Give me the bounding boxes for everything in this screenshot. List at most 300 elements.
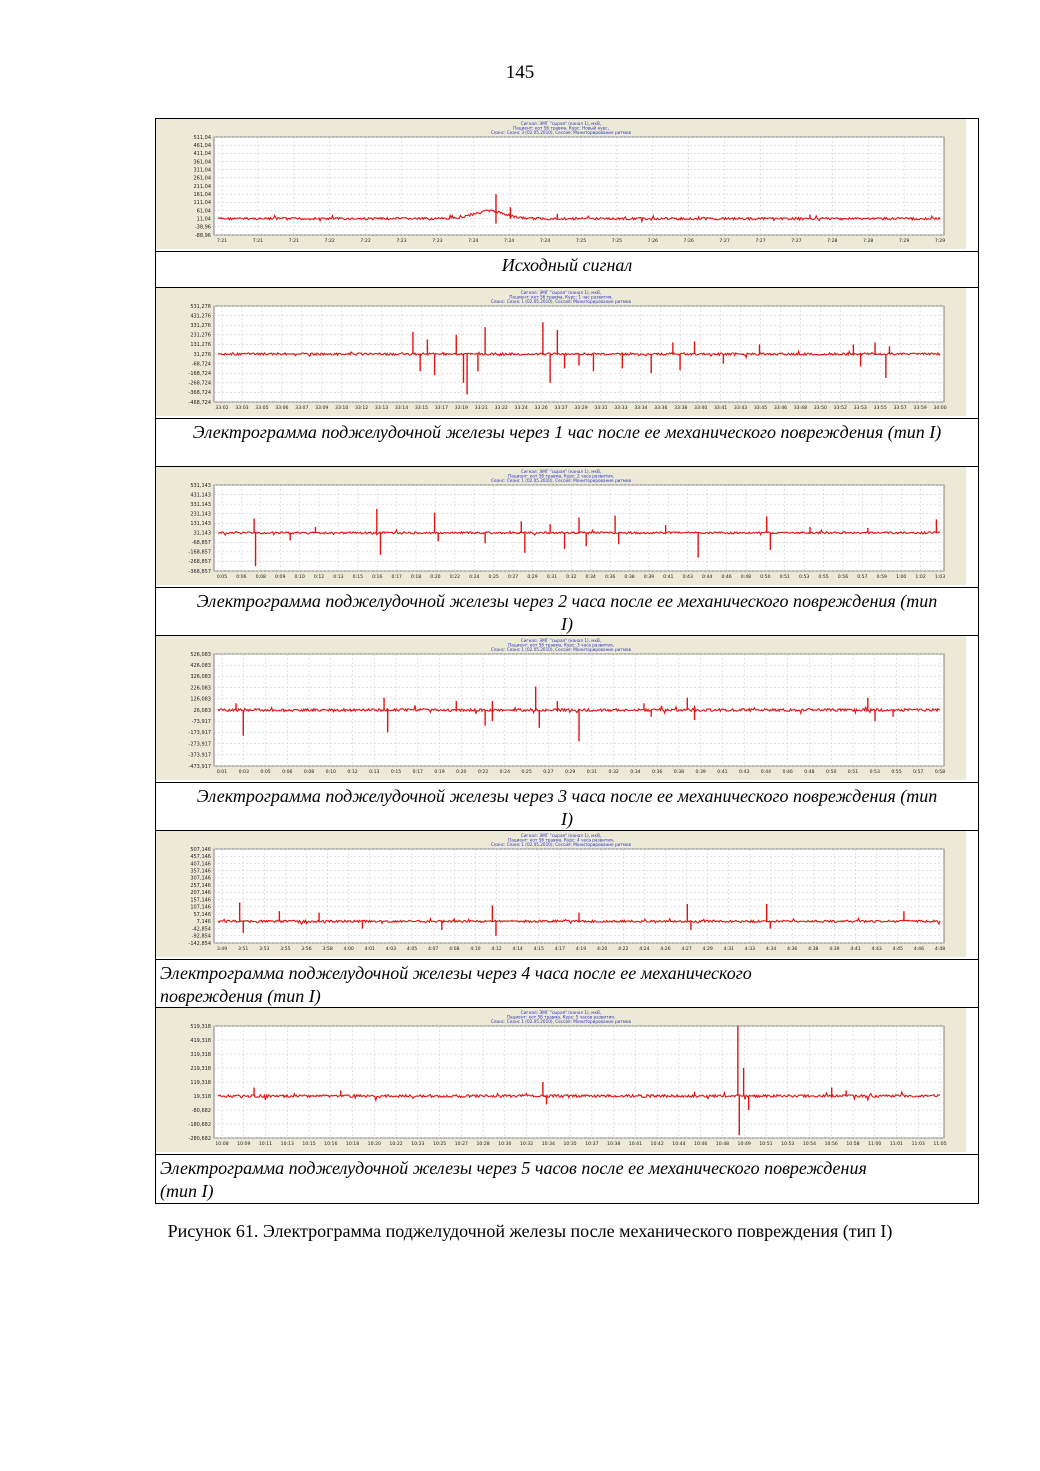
x-tick-label: 10:30 (498, 1142, 512, 1147)
y-tick-label: 531,143 (190, 482, 211, 489)
x-tick-label: 7:21 (216, 239, 228, 244)
x-tick-label: 4:34 (765, 947, 777, 952)
x-tick-label: 11:01 (889, 1142, 904, 1147)
y-tick-label: -68,724 (191, 361, 211, 368)
x-tick-label: 0:57 (857, 575, 868, 580)
y-tick-label: 331,276 (190, 323, 211, 329)
chart-title-line: Пациент: кот 56 травма, Курс: 2 часа развития, (508, 473, 614, 479)
x-tick-label: 0:57 (913, 770, 924, 775)
x-tick-label: 4:38 (808, 947, 819, 952)
x-tick-label: 7:27 (719, 239, 730, 244)
x-tick-label: 0:25 (488, 575, 499, 580)
x-tick-label: 4:27 (681, 947, 692, 952)
x-tick-label: 10:15 (302, 1142, 316, 1147)
x-tick-label: 33:57 (893, 406, 907, 411)
y-tick-label: -38,96 (194, 224, 211, 231)
x-tick-label: 1:02 (915, 575, 926, 580)
y-tick-label: 61,04 (196, 208, 211, 215)
y-tick-label: 431,276 (190, 313, 211, 320)
chart-panel-3 (156, 636, 978, 783)
x-tick-label: 4:22 (618, 947, 629, 952)
chart-title-line: Сигнал: ЭМГ "сырая" (канал 1), мкВ, (520, 638, 602, 643)
x-tick-label: 0:59 (876, 575, 887, 580)
x-tick-label: 0:53 (798, 575, 810, 580)
y-tick-label: -80,682 (191, 1107, 211, 1114)
x-tick-label: 0:12 (313, 575, 325, 580)
x-tick-label: 33:40 (694, 406, 708, 411)
y-tick-label: 219,318 (190, 1065, 211, 1072)
x-tick-label: 10:22 (389, 1142, 403, 1147)
x-tick-label: 0:55 (891, 770, 902, 775)
x-tick-label: 0:58 (934, 770, 946, 775)
x-tick-label: 4:00 (343, 947, 354, 952)
x-tick-label: 33:02 (215, 406, 229, 411)
x-tick-label: 10:13 (280, 1142, 294, 1147)
caption-0: Исходный сигнал (156, 252, 978, 288)
x-tick-label: 3:58 (322, 947, 333, 952)
chart-title-line: Пациент: кот 56 травма, Курс: 1 час развития, (509, 294, 613, 300)
x-tick-label: 4:26 (660, 947, 671, 952)
chart-panel-1 (156, 288, 978, 419)
x-tick-label: 4:05 (406, 947, 418, 952)
y-tick-label: -268,724 (188, 380, 211, 387)
x-tick-label: 0:50 (826, 770, 837, 775)
x-tick-label: 33:03 (235, 406, 249, 411)
x-tick-label: 4:07 (428, 947, 439, 952)
x-tick-label: 0:51 (847, 770, 859, 775)
chart-title-line: Сигнал: ЭМГ "сырая" (канал 1), мкВ, (520, 1010, 602, 1015)
y-tick-label: 131,276 (190, 342, 211, 349)
caption-5: Электрограмма поджелудочной железы через 5 часов после ее механического повреждения (тип I) (160, 1158, 867, 1201)
x-tick-label: 4:29 (702, 947, 713, 952)
x-tick-label: 4:31 (723, 947, 734, 952)
y-tick-label: 307,146 (190, 875, 211, 882)
x-tick-label: 10:54 (802, 1142, 817, 1147)
x-tick-label: 33:38 (674, 406, 688, 411)
x-tick-label: 0:24 (499, 770, 511, 775)
y-tick-label: 319,318 (190, 1051, 211, 1058)
y-tick-label: -373,917 (188, 752, 211, 759)
x-tick-label: 10:46 (694, 1142, 708, 1147)
chart-panel-0 (156, 119, 978, 252)
y-tick-label: 461,04 (193, 142, 211, 149)
x-tick-label: 0:12 (347, 770, 358, 775)
x-tick-label: 3:56 (301, 947, 312, 952)
chart-title-line: Сеанс: Сеанс 1 (02.05.2010), Сессия: Мониторирование ритмов (491, 1019, 631, 1025)
y-tick-label: 407,146 (190, 861, 211, 868)
y-tick-label: 19,318 (193, 1093, 211, 1100)
y-tick-label: 31,143 (193, 530, 211, 537)
y-tick-label: 457,146 (190, 854, 211, 861)
x-tick-label: 4:03 (385, 947, 397, 952)
x-tick-label: 0:08 (255, 575, 266, 580)
x-tick-label: 0:51 (779, 575, 790, 580)
y-tick-label: 26,083 (193, 707, 211, 714)
figure-table (155, 118, 979, 1204)
x-tick-label: 33:34 (634, 406, 648, 411)
chart-title-line: Пациент: кот 56 травма, Курс: 5 часов развития, (506, 1014, 616, 1020)
y-tick-label: 419,318 (190, 1037, 211, 1044)
x-tick-label: 4:48 (934, 947, 946, 952)
x-tick-label: 0:03 (238, 770, 249, 775)
x-tick-label: 10:11 (258, 1142, 273, 1147)
x-tick-label: 4:45 (892, 947, 903, 952)
x-tick-label: 0:31 (546, 575, 558, 580)
chart-0 (156, 119, 978, 251)
x-tick-label: 10:41 (628, 1142, 643, 1147)
x-tick-label: 0:01 (216, 770, 228, 775)
chart-panel-5 (156, 1008, 978, 1155)
x-tick-label: 0:17 (391, 575, 402, 580)
x-tick-label: 7:21 (288, 239, 299, 244)
x-tick-label: 33:59 (913, 406, 927, 411)
x-tick-label: 33:10 (335, 406, 349, 411)
y-tick-label: 31,276 (193, 351, 211, 358)
x-tick-label: 10:37 (585, 1142, 599, 1147)
y-tick-label: 331,143 (190, 501, 211, 508)
y-tick-label: -142,854 (188, 940, 211, 947)
y-tick-label: -73,917 (191, 719, 211, 725)
x-tick-label: 33:27 (554, 406, 568, 411)
x-tick-label: 0:27 (507, 575, 519, 580)
y-tick-label: 7,146 (196, 919, 211, 926)
x-tick-label: 0:39 (643, 575, 655, 580)
x-tick-label: 4:15 (533, 947, 544, 952)
x-tick-label: 10:32 (519, 1142, 534, 1147)
x-tick-label: 10:09 (237, 1142, 251, 1147)
x-tick-label: 10:56 (824, 1142, 838, 1147)
x-tick-label: 0:05 (260, 770, 271, 775)
x-tick-label: 33:31 (594, 406, 608, 411)
x-tick-label: 4:43 (871, 947, 882, 952)
y-tick-label: 231,276 (190, 332, 211, 339)
x-tick-label: 33:55 (873, 406, 887, 411)
y-tick-label: 119,318 (190, 1079, 211, 1086)
x-tick-label: 0:13 (369, 770, 380, 775)
x-tick-label: 4:10 (470, 947, 481, 952)
x-tick-label: 0:17 (412, 770, 423, 775)
y-tick-label: 361,04 (193, 159, 211, 166)
chart-title-line: Сеанс: Сеанс 1 (02.05.2010), Сессия: Мониторирование ритмов (491, 478, 631, 484)
x-tick-label: 33:52 (833, 406, 847, 411)
x-tick-label: 0:55 (818, 575, 829, 580)
x-tick-label: 33:36 (654, 406, 668, 411)
x-tick-label: 33:53 (853, 406, 867, 411)
x-tick-label: 4:14 (512, 947, 523, 952)
y-tick-label: 411,04 (193, 151, 211, 158)
x-tick-label: 4:36 (787, 947, 798, 952)
x-tick-label: 0:44 (701, 575, 713, 580)
chart-5 (156, 1008, 978, 1154)
chart-2 (156, 467, 978, 587)
y-tick-label: 531,276 (190, 303, 211, 310)
y-tick-label: 107,146 (190, 904, 211, 911)
caption-3: Электрограмма поджелудочной железы через 3 часа после ее механического повреждения (тип I) (156, 783, 978, 831)
y-tick-label: -68,857 (191, 540, 211, 547)
x-tick-label: 33:26 (534, 406, 548, 411)
x-tick-label: 10:20 (367, 1142, 381, 1147)
x-tick-label: 0:31 (586, 770, 598, 775)
x-tick-label: 0:22 (449, 575, 461, 580)
x-tick-label: 33:15 (414, 406, 429, 411)
chart-title-line: Сеанс: Сеанс 1 (02.05.2010), Сессия: Мониторирование ритмов (491, 299, 631, 305)
x-tick-label: 33:24 (514, 406, 528, 411)
x-tick-label: 1:03 (934, 575, 946, 580)
y-tick-label: 226,083 (190, 685, 211, 692)
y-tick-label: 519,318 (190, 1023, 211, 1030)
x-tick-label: 10:48 (715, 1142, 730, 1147)
x-tick-label: 7:23 (432, 239, 443, 244)
y-tick-label: 257,146 (190, 882, 211, 889)
x-tick-label: 10:53 (781, 1142, 795, 1147)
x-tick-label: 33:05 (255, 406, 269, 411)
x-tick-label: 10:34 (541, 1142, 555, 1147)
x-tick-label: 7:22 (360, 239, 371, 244)
x-tick-label: 11:05 (933, 1142, 947, 1147)
x-tick-label: 7:27 (755, 239, 766, 244)
chart-title-line: Пациент: кот 56 травма, Курс: Новый курс, (513, 125, 609, 131)
x-tick-label: 10:25 (432, 1142, 447, 1147)
x-tick-label: 10:08 (215, 1142, 229, 1147)
chart-title-line: Сеанс: Сеанс 1 (02.05.2010), Сессия: Мониторирование ритмов (491, 842, 631, 848)
x-tick-label: 33:21 (474, 406, 488, 411)
x-tick-label: 7:27 (791, 239, 802, 244)
x-tick-label: 33:12 (354, 406, 369, 411)
x-tick-label: 0:15 (390, 770, 402, 775)
x-tick-label: 0:46 (782, 770, 793, 775)
x-tick-label: 10:38 (607, 1142, 621, 1147)
y-tick-label: -280,682 (188, 1135, 211, 1142)
x-tick-label: 0:32 (566, 575, 577, 580)
x-tick-label: 0:41 (663, 575, 674, 580)
y-tick-label: 57,146 (193, 911, 211, 918)
plot-area (214, 849, 944, 943)
chart-title-line: Сеанс: Сеанс 1 (02.05.2010), Сессия: Мониторирование ритмов (491, 647, 631, 653)
y-tick-label: 126,083 (190, 696, 211, 703)
x-tick-label: 0:08 (303, 770, 315, 775)
y-tick-label: 526,083 (190, 651, 211, 658)
x-tick-label: 4:17 (554, 947, 566, 952)
x-tick-label: 0:39 (695, 770, 706, 775)
caption-1: Электрограмма поджелудочной железы через 1 час после ее механического повреждения (тип I) (156, 419, 978, 467)
chart-1 (156, 288, 978, 418)
x-tick-label: 33:41 (713, 406, 728, 411)
y-tick-label: 211,04 (193, 183, 211, 190)
x-tick-label: 33:46 (773, 406, 788, 411)
x-tick-label: 7:25 (611, 239, 623, 244)
y-tick-label: 311,04 (193, 167, 211, 174)
y-tick-label: -473,917 (188, 763, 211, 770)
y-tick-label: 161,04 (193, 191, 211, 198)
x-tick-label: 7:23 (396, 239, 407, 244)
x-tick-label: 33:45 (753, 406, 768, 411)
chart-3 (156, 636, 978, 782)
y-tick-label: -368,724 (188, 390, 211, 397)
x-tick-label: 0:38 (624, 575, 635, 580)
x-tick-label: 7:21 (252, 239, 264, 244)
x-tick-label: 0:43 (682, 575, 693, 580)
x-tick-label: 11:00 (868, 1142, 882, 1147)
y-tick-label: 326,083 (190, 674, 211, 681)
chart-panel-2 (156, 467, 978, 588)
x-tick-label: 33:07 (295, 406, 309, 411)
x-tick-label: 0:13 (333, 575, 344, 580)
caption-4: Электрограмма поджелудочной железы через 4 часа после ее механического повреждения (тип I) (156, 960, 978, 1008)
x-tick-label: 0:06 (236, 575, 247, 580)
x-tick-label: 0:10 (325, 770, 336, 775)
chart-title-line: Пациент: кот 56 травма, Курс: 3 часа развития, (508, 642, 614, 648)
y-tick-label: 207,146 (190, 890, 211, 897)
x-tick-label: 33:22 (494, 406, 508, 411)
x-tick-label: 7:24 (468, 239, 479, 244)
y-tick-label: -268,857 (188, 559, 211, 566)
x-tick-label: 4:20 (596, 947, 608, 952)
chart-title-line: Сигнал: ЭМГ "сырая" (канал 1), мкВ, (520, 833, 602, 838)
x-tick-label: 0:19 (434, 770, 445, 775)
x-tick-label: 0:36 (651, 770, 663, 775)
x-tick-label: 0:32 (608, 770, 619, 775)
chart-title-line: Сигнал: ЭМГ "сырая" (канал 1), мкВ, (520, 121, 602, 126)
x-tick-label: 33:50 (813, 406, 827, 411)
x-tick-label: 0:48 (740, 575, 752, 580)
x-tick-label: 3:55 (280, 947, 291, 952)
x-tick-label: 4:46 (913, 947, 925, 952)
x-tick-label: 7:26 (683, 239, 694, 244)
x-tick-label: 10:18 (345, 1142, 360, 1147)
x-tick-label: 7:26 (647, 239, 658, 244)
x-tick-label: 10:49 (737, 1142, 751, 1147)
y-tick-label: -173,917 (188, 730, 211, 737)
x-tick-label: 10:23 (411, 1142, 425, 1147)
x-tick-label: 0:16 (372, 575, 383, 580)
x-tick-label: 0:09 (275, 575, 286, 580)
y-tick-label: 261,04 (193, 175, 211, 182)
x-tick-label: 0:20 (456, 770, 467, 775)
x-tick-label: 0:48 (804, 770, 815, 775)
x-tick-label: 0:34 (585, 575, 596, 580)
x-tick-label: 33:09 (315, 406, 329, 411)
x-tick-label: 33:14 (394, 406, 409, 411)
x-tick-label: 0:56 (837, 575, 849, 580)
y-tick-label: 11,04 (196, 216, 211, 223)
x-tick-label: 7:28 (827, 239, 838, 244)
x-tick-label: 4:01 (364, 947, 375, 952)
x-tick-label: 0:22 (477, 770, 489, 775)
chart-title-line: Сеанс: Сеанс 3 (02.05.2010), Сессия: Мониторирование ритмов (491, 130, 631, 136)
y-tick-label: 111,04 (193, 200, 211, 207)
chart-title-line: Сигнал: ЭМГ "сырая" (канал 1), мкВ, (520, 469, 602, 474)
x-tick-label: 0:05 (216, 575, 228, 580)
x-tick-label: 10:44 (672, 1142, 686, 1147)
x-tick-label: 0:06 (282, 770, 293, 775)
chart-4 (156, 831, 978, 959)
x-tick-label: 0:20 (430, 575, 441, 580)
x-tick-label: 7:25 (575, 239, 587, 244)
x-tick-label: 33:29 (574, 406, 588, 411)
x-tick-label: 10:35 (563, 1142, 577, 1147)
y-tick-label: -88,96 (194, 232, 211, 239)
x-tick-label: 0:44 (760, 770, 772, 775)
y-tick-label: 511,04 (193, 134, 211, 141)
chart-title-line: Сигнал: ЭМГ "сырая" (канал 1), мкВ, (520, 290, 602, 295)
x-tick-label: 10:16 (324, 1142, 338, 1147)
x-tick-label: 4:39 (829, 947, 840, 952)
x-tick-label: 3:49 (216, 947, 228, 952)
x-tick-label: 3:53 (259, 947, 270, 952)
x-tick-label: 33:06 (275, 406, 289, 411)
x-tick-label: 10:42 (650, 1142, 664, 1147)
x-tick-label: 0:29 (564, 770, 576, 775)
x-tick-label: 0:10 (294, 575, 305, 580)
x-tick-label: 1:00 (896, 575, 907, 580)
y-tick-label: -42,854 (191, 926, 211, 933)
x-tick-label: 0:27 (543, 770, 554, 775)
x-tick-label: 0:36 (604, 575, 616, 580)
x-tick-label: 7:29 (934, 239, 946, 244)
x-tick-label: 7:24 (539, 239, 551, 244)
x-tick-label: 0:15 (352, 575, 364, 580)
y-tick-label: 131,143 (190, 521, 211, 528)
caption-2: Электрограмма поджелудочной железы через 2 часа после ее механического повреждения (тип I) (156, 588, 978, 636)
y-tick-label: -273,917 (188, 741, 211, 748)
x-tick-label: 7:24 (504, 239, 515, 244)
x-tick-label: 7:28 (863, 239, 874, 244)
x-tick-label: 0:43 (739, 770, 750, 775)
y-tick-label: -168,857 (188, 549, 211, 556)
x-tick-label: 11:03 (911, 1142, 925, 1147)
x-tick-label: 10:27 (454, 1142, 468, 1147)
x-tick-label: 33:48 (793, 406, 808, 411)
x-tick-label: 0:24 (469, 575, 480, 580)
y-tick-label: -92,854 (191, 933, 211, 940)
x-tick-label: 33:19 (454, 406, 468, 411)
x-tick-label: 0:29 (527, 575, 538, 580)
x-tick-label: 4:24 (639, 947, 650, 952)
x-tick-label: 4:12 (491, 947, 502, 952)
y-tick-label: 431,143 (190, 492, 211, 499)
x-tick-label: 0:18 (410, 575, 422, 580)
x-tick-label: 33:43 (733, 406, 748, 411)
y-tick-label: 426,083 (190, 663, 211, 669)
x-tick-label: 33:13 (374, 406, 389, 411)
x-tick-label: 33:33 (614, 406, 628, 411)
x-tick-label: 0:25 (521, 770, 532, 775)
y-tick-label: -368,857 (188, 568, 211, 575)
x-tick-label: 7:29 (898, 239, 910, 244)
x-tick-label: 0:50 (760, 575, 771, 580)
y-tick-label: -468,724 (188, 399, 211, 406)
x-tick-label: 0:34 (630, 770, 641, 775)
figure-caption: Рисунок 61. Электрограмма поджелудочной железы после механического повреждения (тип I) (167, 1221, 893, 1241)
x-tick-label: 0:53 (869, 770, 880, 775)
x-tick-label: 4:41 (850, 947, 861, 952)
x-tick-label: 34:00 (933, 406, 947, 411)
y-tick-label: 231,143 (190, 511, 211, 518)
x-tick-label: 4:33 (744, 947, 756, 952)
x-tick-label: 4:19 (575, 947, 587, 952)
y-tick-label: -168,724 (188, 371, 211, 377)
chart-title-line: Пациент: кот 56 травма, Курс: 4 часа развития, (508, 837, 614, 843)
y-tick-label: 357,146 (190, 868, 211, 875)
x-tick-label: 10:28 (476, 1142, 490, 1147)
page-number: 145 (505, 62, 535, 83)
y-tick-label: 157,146 (190, 897, 211, 904)
x-tick-label: 10:58 (846, 1142, 860, 1147)
x-tick-label: 0:46 (721, 575, 732, 580)
x-tick-label: 33:17 (434, 406, 449, 411)
x-tick-label: 0:38 (673, 770, 685, 775)
x-tick-label: 7:22 (324, 239, 335, 244)
